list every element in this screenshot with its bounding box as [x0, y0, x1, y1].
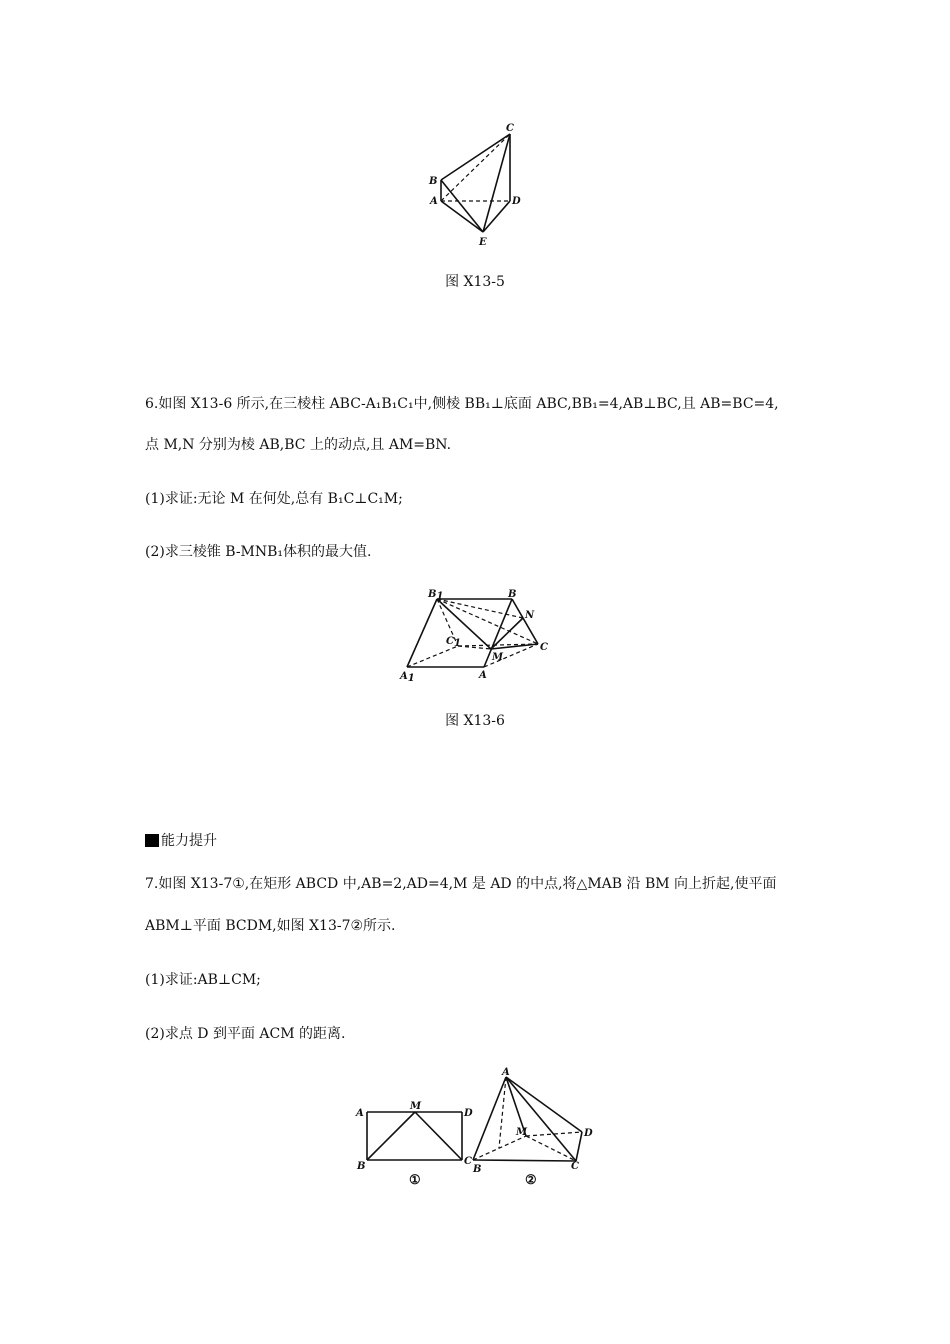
label-B: B	[473, 1164, 482, 1175]
figure-x13-5	[420, 118, 530, 253]
label-D: D	[584, 1128, 593, 1139]
label-D: D	[464, 1108, 473, 1119]
label-M: M	[410, 1101, 422, 1112]
label-N: N	[525, 610, 535, 621]
figure-x13-5-caption: 图 X13-5	[445, 274, 505, 290]
problem7-line2: ABM⊥平面 BCDM,如图 X13-7②所示.	[145, 918, 396, 934]
problem7-line1: 7.如图 X13-7①,在矩形 ABCD 中,AB=2,AD=4,M 是 AD 的中点,将△MAB 沿 BM 向上折起,使平面	[145, 876, 777, 892]
edge-DC	[576, 1132, 582, 1161]
figure-x13-7-1	[350, 1100, 480, 1190]
label-A: A	[502, 1067, 510, 1078]
figure-number-2: ②	[525, 1173, 537, 1188]
edge-MC	[415, 1112, 462, 1160]
edge-MC	[526, 1136, 576, 1161]
label-A: A	[356, 1108, 364, 1119]
label-M: M	[492, 652, 504, 663]
label-B: B	[429, 176, 438, 187]
label-C1: C1	[446, 636, 461, 649]
label-B: B	[357, 1161, 366, 1172]
problem7-part1: (1)求证:AB⊥CM;	[145, 972, 261, 988]
edge-C1M	[458, 646, 491, 649]
label-C: C	[540, 642, 548, 653]
label-A: A	[479, 670, 487, 681]
problem6-part2: (2)求三棱锥 B-MNB₁体积的最大值.	[145, 544, 372, 560]
section-heading	[145, 830, 217, 850]
edge-B1A1	[407, 599, 437, 667]
label-C: C	[571, 1161, 579, 1172]
edge-AC	[506, 1077, 576, 1161]
problem7-part2: (2)求点 D 到平面 ACM 的距离.	[145, 1026, 346, 1042]
label-D: D	[512, 196, 521, 207]
section-title: 能力提升	[161, 833, 217, 849]
label-B: B	[508, 589, 517, 600]
label-C: C	[506, 123, 514, 134]
problem6-part1: (1)求证:无论 M 在何处,总有 B₁C⊥C₁M;	[145, 491, 403, 507]
figure-x13-6	[395, 582, 555, 682]
label-E: E	[479, 237, 487, 248]
label-A1: A1	[400, 671, 415, 684]
edge-BC	[473, 1160, 576, 1161]
figure-x13-7-2	[465, 1065, 600, 1190]
label-A: A	[430, 196, 438, 207]
edge-BC	[512, 599, 538, 644]
problem6-line2: 点 M,N 分别为棱 AB,BC 上的动点,且 AM=BN.	[145, 437, 452, 453]
edge-MB	[367, 1112, 415, 1160]
figure-number-1: ①	[409, 1173, 421, 1188]
edge-AC	[441, 134, 510, 201]
problem6-line1: 6.如图 X13-6 所示,在三棱柱 ABC-A₁B₁C₁中,侧棱 BB₁⊥底面 ABC,BB₁=4,AB⊥BC,且 AB=BC=4,	[145, 396, 779, 412]
figure-x13-6-caption: 图 X13-6	[445, 713, 505, 729]
label-B1: B1	[428, 589, 444, 602]
square-bullet-icon	[145, 834, 159, 847]
label-M: M	[516, 1127, 528, 1138]
label-C: C	[464, 1156, 472, 1167]
